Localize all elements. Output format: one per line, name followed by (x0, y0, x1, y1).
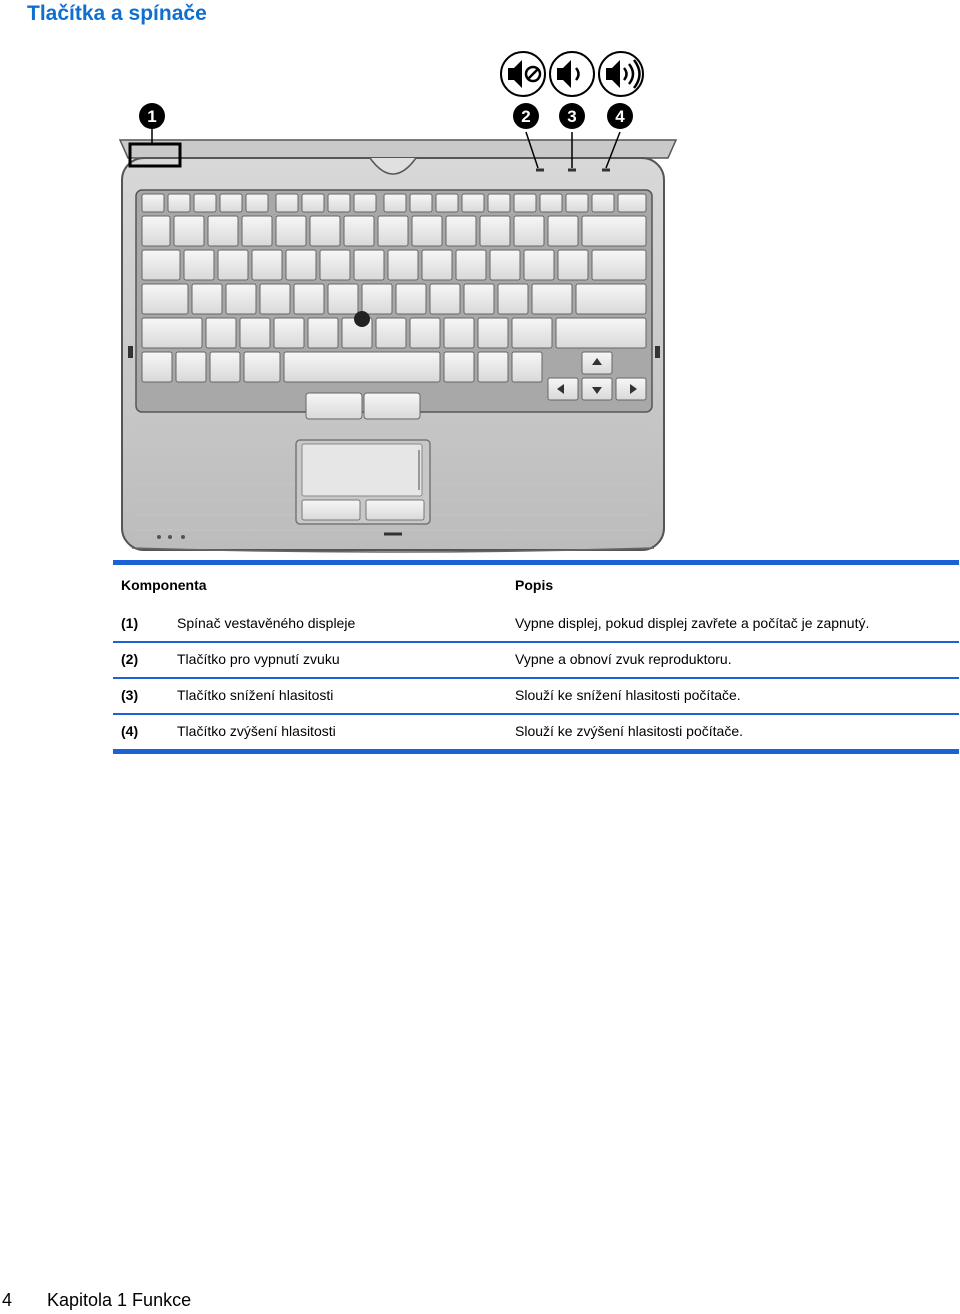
table-row (113, 641, 959, 677)
volume-down-icon (550, 52, 594, 96)
component-table (113, 560, 959, 754)
table-bottom-rule (113, 749, 959, 754)
row-component: Tlačítko pro vypnutí zvuku (177, 651, 340, 667)
row-component: Spínač vestavěného displeje (177, 615, 356, 631)
table-row (113, 713, 959, 749)
callout-2-label: 2 (521, 107, 531, 126)
row-component: Tlačítko snížení hlasitosti (177, 687, 334, 703)
volume-up-icon (599, 52, 643, 96)
chapter-label: Kapitola 1 Funkce (47, 1290, 192, 1310)
callout-3-label: 3 (567, 107, 577, 126)
page-title: Tlačítka a spínače (27, 2, 207, 25)
table-header (113, 565, 959, 607)
table-row (113, 607, 959, 641)
header-description: Popis (515, 577, 554, 593)
page-number: 4 (2, 1290, 13, 1310)
row-number: (4) (121, 723, 139, 739)
callout-1-label: 1 (147, 107, 157, 126)
row-component: Tlačítko zvýšení hlasitosti (177, 723, 336, 739)
row-description: Slouží ke snížení hlasitosti počítače. (515, 687, 741, 703)
row-number: (2) (121, 651, 139, 667)
laptop-illustration (0, 40, 960, 560)
row-description: Vypne displej, pokud displej zavřete a počítač je zapnutý. (515, 615, 870, 631)
row-description: Slouží ke zvýšení hlasitosti počítače. (515, 723, 743, 739)
table-row (113, 677, 959, 713)
row-description: Vypne a obnoví zvuk reproduktoru. (515, 651, 732, 667)
mute-icon (501, 52, 545, 96)
row-number: (3) (121, 687, 139, 703)
pointing-stick (354, 311, 370, 327)
touchpad (302, 444, 422, 496)
row-number: (1) (121, 615, 139, 631)
callout-4-label: 4 (615, 107, 625, 126)
laptop-drawing (0, 40, 960, 560)
header-component: Komponenta (121, 577, 207, 593)
